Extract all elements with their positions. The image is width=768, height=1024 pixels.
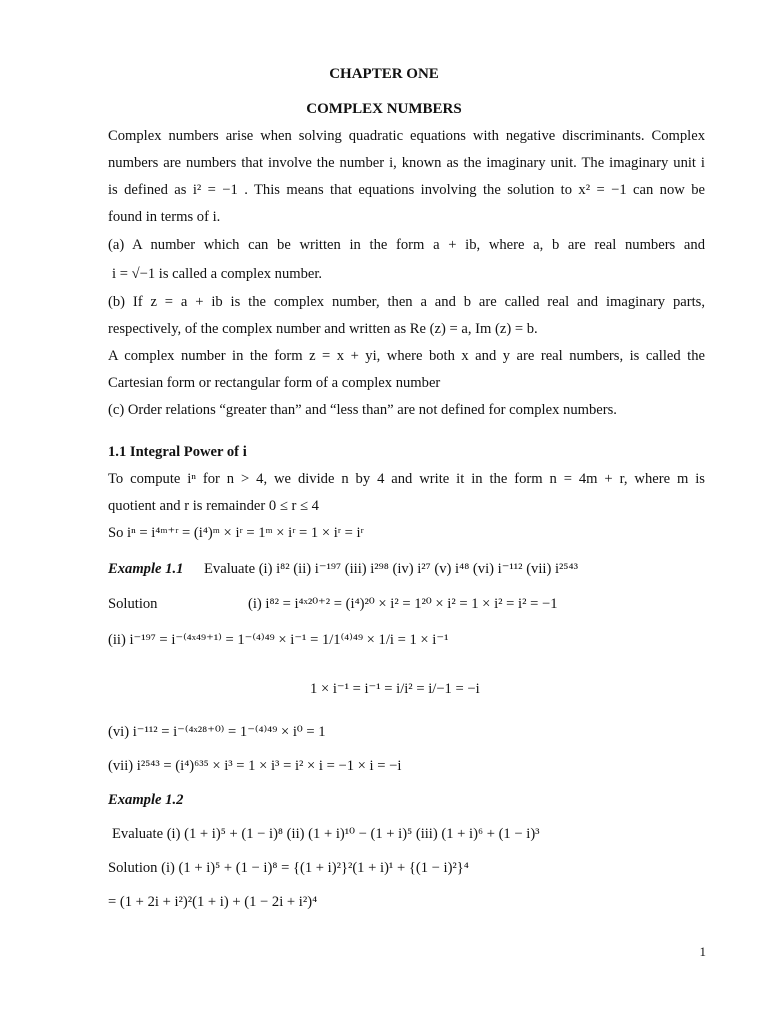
paragraph-line: (c) Order relations “greater than” and “less than” are not defined for complex numbers. — [108, 402, 617, 418]
paragraph-line: quotient and r is remainder 0 ≤ r ≤ 4 — [108, 498, 319, 514]
example-text: Evaluate (i) (1 + i)⁵ + (1 − i)⁸ (ii) (1 + i)¹⁰ − (1 + i)⁵ (iii) (1 + i)⁶ + (1 − i)³ — [112, 826, 540, 842]
paragraph-line: A complex number in the form z = x + yi, where both x and y are real numbers, is called the — [108, 348, 705, 364]
solution-line: 1 × i⁻¹ = i⁻¹ = i/i² = i/−1 = −i — [310, 681, 480, 697]
paragraph-line: Cartesian form or rectangular form of a complex number — [108, 375, 441, 391]
paragraph-line: respectively, of the complex number and written as Re (z) = a, Im (z) = b. — [108, 321, 538, 337]
solution-line: Solution (i) (1 + i)⁵ + (1 − i)⁸ = {(1 + i)²}²(1 + i)¹ + {(1 − i)²}⁴ — [108, 860, 469, 876]
solution-label: Solution — [108, 596, 158, 612]
solution-line: (ii) i⁻¹⁹⁷ = i⁻⁽⁴ˣ⁴⁹⁺¹⁾ = 1⁻⁽⁴⁾⁴⁹ × i⁻¹ = 1/1⁽⁴⁾⁴⁹ × 1/i = 1 × i⁻¹ — [108, 632, 449, 648]
paragraph-line: found in terms of i. — [108, 209, 221, 225]
solution-line: (vii) i²⁵⁴³ = (i⁴)⁶³⁵ × i³ = 1 × i³ = i² × i = −1 × i = −i — [108, 758, 402, 774]
example-label: Example 1.1 — [108, 561, 184, 577]
paragraph-line: Complex numbers arise when solving quadratic equations with negative discriminants. Complex — [108, 128, 705, 144]
solution-line: (i) i⁸² = i⁴ˣ²⁰⁺² = (i⁴)²⁰ × i² = 1²⁰ × i² = 1 × i² = i² = −1 — [248, 596, 558, 612]
paragraph-line: So iⁿ = i⁴ᵐ⁺ʳ = (i⁴)ᵐ × iʳ = 1ᵐ × iʳ = 1 × iʳ = iʳ — [108, 525, 364, 541]
example-text: Evaluate (i) i⁸² (ii) i⁻¹⁹⁷ (iii) i²⁹⁸ (iv) i²⁷ (v) i⁴⁸ (vi) i⁻¹¹² (vii) i²⁵⁴³ — [204, 561, 578, 577]
page-number: 1 — [699, 944, 706, 959]
paragraph-line: i = √−1 is called a complex number. — [112, 266, 323, 282]
paragraph-line: is defined as i² = −1 . This means that equations involving the solution to x² = −1 can now be — [108, 182, 705, 198]
chapter-title: CHAPTER ONE — [329, 66, 439, 82]
paragraph-line: (a) A number which can be written in the form a + ib, where a, b are real numbers and — [108, 237, 705, 253]
solution-line: (vi) i⁻¹¹² = i⁻⁽⁴ˣ²⁸⁺⁰⁾ = 1⁻⁽⁴⁾⁴⁹ × i⁰ = 1 — [108, 724, 326, 740]
section-title: COMPLEX NUMBERS — [306, 101, 462, 117]
paragraph-line: numbers are numbers that involve the number i, known as the imaginary unit. The imaginary unit i — [108, 155, 705, 171]
solution-line: = (1 + 2i + i²)²(1 + i) + (1 − 2i + i²)⁴ — [108, 894, 318, 910]
subsection-heading: 1.1 Integral Power of i — [108, 444, 247, 460]
paragraph-line: (b) If z = a + ib is the complex number, then a and b are called real and imaginary parts, — [108, 294, 705, 310]
example-label: Example 1.2 — [108, 792, 184, 808]
paragraph-line: To compute iⁿ for n > 4, we divide n by 4 and write it in the form n = 4m + r, where m is — [108, 471, 705, 487]
